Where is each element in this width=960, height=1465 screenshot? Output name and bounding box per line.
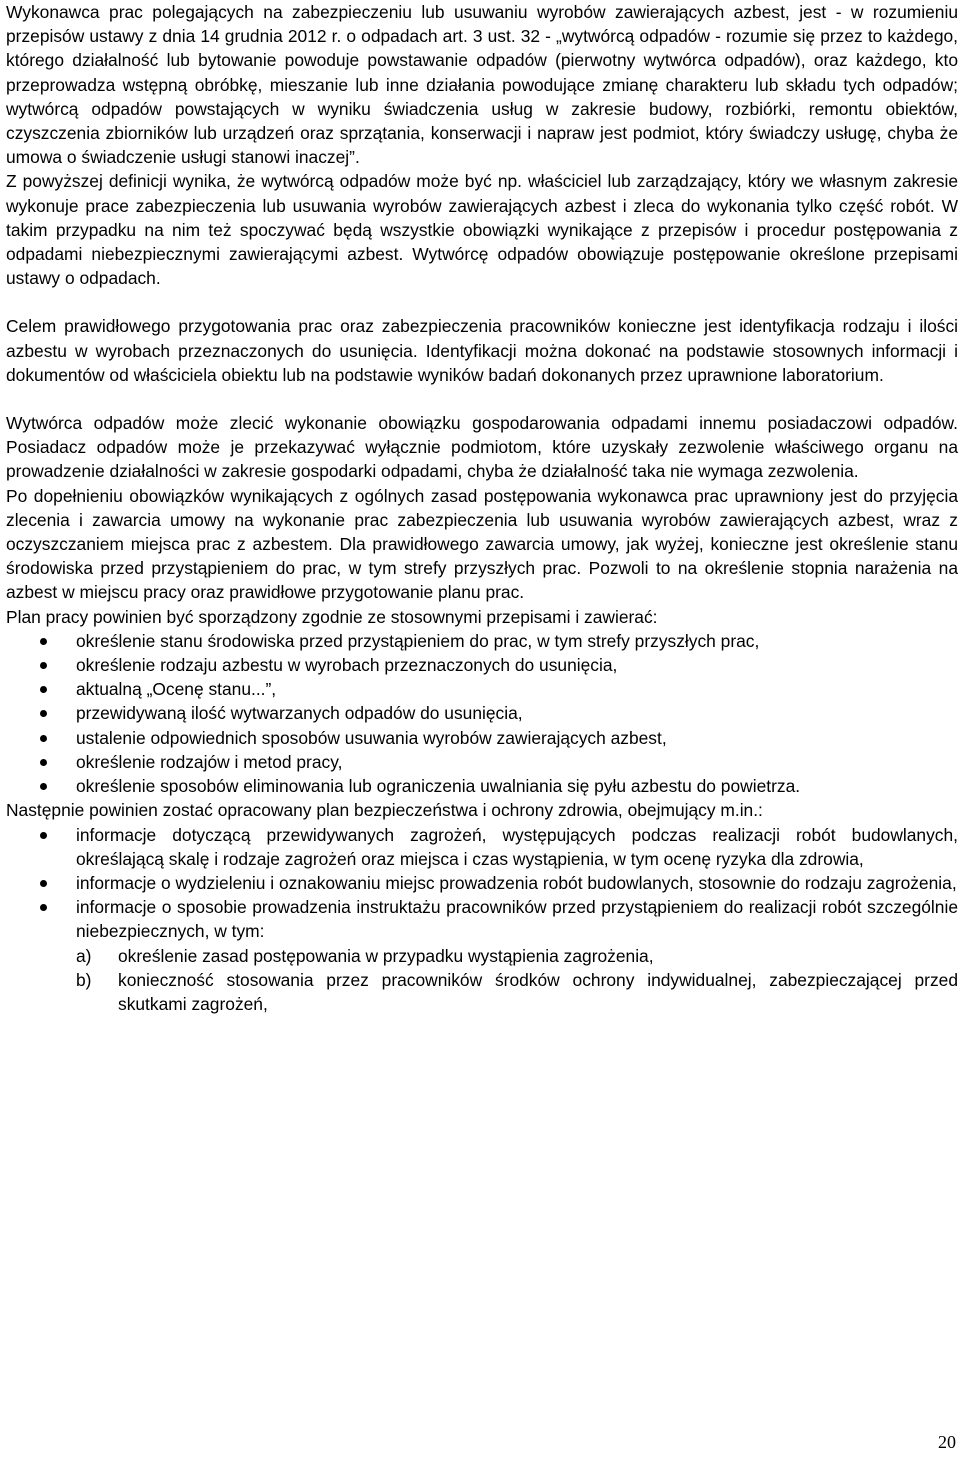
bullet-icon	[40, 904, 47, 911]
bullet-icon	[40, 662, 47, 669]
list-item-text: określenie rodzaju azbestu w wyrobach przeznaczonych do usunięcia,	[76, 655, 618, 676]
bullet-icon	[40, 638, 47, 645]
list-item	[6, 750, 958, 774]
list-item-text: określenie sposobów eliminowania lub ograniczenia uwalniania się pyłu azbestu do powietrza.	[76, 776, 801, 797]
list-item	[6, 895, 958, 943]
instruction-sublist	[6, 944, 958, 1017]
list-item-text: określenie stanu środowiska przed przystąpieniem do prac, w tym strefy przyszłych prac,	[76, 630, 760, 651]
list-item	[6, 968, 958, 1016]
list-item-text: informacje o wydzieleniu i oznakowaniu miejsc prowadzenia robót budowlanych, stosownie do rodzaju zagrożenia,	[76, 872, 957, 893]
paragraph-work-plan-intro: Plan pracy powinien być sporządzony zgodnie ze stosownymi przepisami i zawierać:	[6, 606, 658, 627]
bullet-icon	[40, 880, 47, 887]
list-item-text: informacje dotyczącą przewidywanych zagrożeń, występujących podczas realizacji robót budowlanych, określającą skalę i rodzaje zagrożeń oraz miejsca i czas wystąpienia, w tym ocenę ryzyka dla zdrowia,	[76, 824, 958, 869]
paragraph-contractor-obligations: Po dopełnieniu obowiązków wynikających z ogólnych zasad postępowania wykonawca prac uprawniony jest do przyjęcia zlecenia i zawarcia umowy na wykonanie prac zabezpieczenia lub usuwania wyrobów zawierających azbest, wraz z oczyszczaniem miejsca prac z azbestem. Dla prawidłowego zawarcia umowy, jak wyżej, konieczne jest określenie stanu środowiska przed przystąpieniem do prac, w tym strefy przyszłych prac. Pozwoli to na określenie stopnia narażenia na azbest w miejscu pracy oraz prawidłowe przygotowanie planu prac.	[6, 485, 958, 603]
work-plan-list	[6, 629, 958, 798]
list-marker: a)	[76, 945, 92, 966]
bullet-icon	[40, 759, 47, 766]
list-item	[6, 774, 958, 798]
list-marker: b)	[76, 969, 92, 990]
list-item	[6, 726, 958, 750]
bullet-icon	[40, 710, 47, 717]
paragraph-asbestos-identification: Celem prawidłowego przygotowania prac oraz zabezpieczenia pracowników konieczne jest identyfikacja rodzaju i ilości azbestu w wyrobach przeznaczonych do usunięcia. Identyfikacji można dokonać na podstawie stosownych informacji i dokumentów od właściciela obiektu lub na podstawie wyników badań dokonanych przez uprawnione laboratorium.	[6, 316, 958, 385]
paragraph-waste-holder: Wytwórca odpadów może zlecić wykonanie obowiązku gospodarowania odpadami innemu posiadaczowi odpadów. Posiadacz odpadów może je przekazywać wyłącznie podmiotom, które uzyskały zezwolenie właściwego organu na prowadzenie działalności w zakresie gospodarki odpadami, chyba że działalność taka nie wymaga zezwolenia.	[6, 413, 958, 482]
list-item-text: przewidywaną ilość wytwarzanych odpadów do usunięcia,	[76, 703, 523, 724]
paragraph-spacer	[6, 290, 958, 314]
list-item-text: konieczność stosowania przez pracowników środków ochrony indywidualnej, zabezpieczającej przed skutkami zagrożeń,	[118, 969, 958, 1014]
paragraph-safety-plan-intro: Następnie powinien zostać opracowany plan bezpieczeństwa i ochrony zdrowia, obejmujący m.in.:	[6, 800, 763, 821]
safety-plan-list	[6, 823, 958, 944]
list-item	[6, 944, 958, 968]
document-page	[6, 0, 958, 1016]
paragraph-waste-producer-definition: Wykonawca prac polegających na zabezpieczeniu lub usuwaniu wyrobów zawierających azbest, jest - w rozumieniu przepisów ustawy z dnia 14 grudnia 2012 r. o odpadach art. 3 ust. 32 - „wytwórcą odpadów - rozumie się przez to każdego, którego działalność lub bytowanie powoduje powstawanie odpadów (pierwotny wytwórca odpadów), oraz każdego, kto przeprowadza wstępną obróbkę, mieszanie lub inne działania powodujące zmianę charakteru lub składu tych odpadów; wytwórcą odpadów powstających w wyniku świadczenia usług w zakresie budowy, rozbiórki, remontu obiektów, czyszczenia zbiorników lub urządzeń oraz sprzątania, konserwacji i napraw jest podmiot, który świadczy usługę, chyba że umowa o świadczenie usługi stanowi inaczej”.	[6, 2, 958, 168]
paragraph-spacer	[6, 387, 958, 411]
page-number: 20	[938, 1432, 956, 1452]
list-item-text: określenie zasad postępowania w przypadku wystąpienia zagrożenia,	[118, 945, 654, 966]
list-item-text: ustalenie odpowiednich sposobów usuwania wyrobów zawierających azbest,	[76, 727, 667, 748]
list-item-text: określenie rodzajów i metod pracy,	[76, 751, 343, 772]
bullet-icon	[40, 686, 47, 693]
list-item-text: informacje o sposobie prowadzenia instruktażu pracowników przed przystąpieniem do realizacji robót szczególnie niebezpiecznych, w tym:	[76, 897, 958, 942]
list-item	[6, 653, 958, 677]
list-item	[6, 629, 958, 653]
bullet-icon	[40, 735, 47, 742]
list-item	[6, 701, 958, 725]
paragraph-waste-producer-example: Z powyższej definicji wynika, że wytwórcą odpadów może być np. właściciel lub zarządzający, który we własnym zakresie wykonuje prace zabezpieczenia lub usuwania wyrobów zawierających azbest i zleca do wykonania tylko część robót. W takim przypadku na nim też spoczywać będą wszystkie obowiązki wynikające z przepisów i procedur postępowania z odpadami niebezpiecznymi zawierającymi azbest. Wytwórcę odpadów obowiązuje postępowanie określone przepisami ustawy o odpadach.	[6, 171, 958, 289]
list-item	[6, 677, 958, 701]
list-item-text: aktualną „Ocenę stanu...”,	[76, 679, 277, 700]
bullet-icon	[40, 832, 47, 839]
bullet-icon	[40, 783, 47, 790]
list-item	[6, 871, 958, 895]
list-item	[6, 823, 958, 871]
